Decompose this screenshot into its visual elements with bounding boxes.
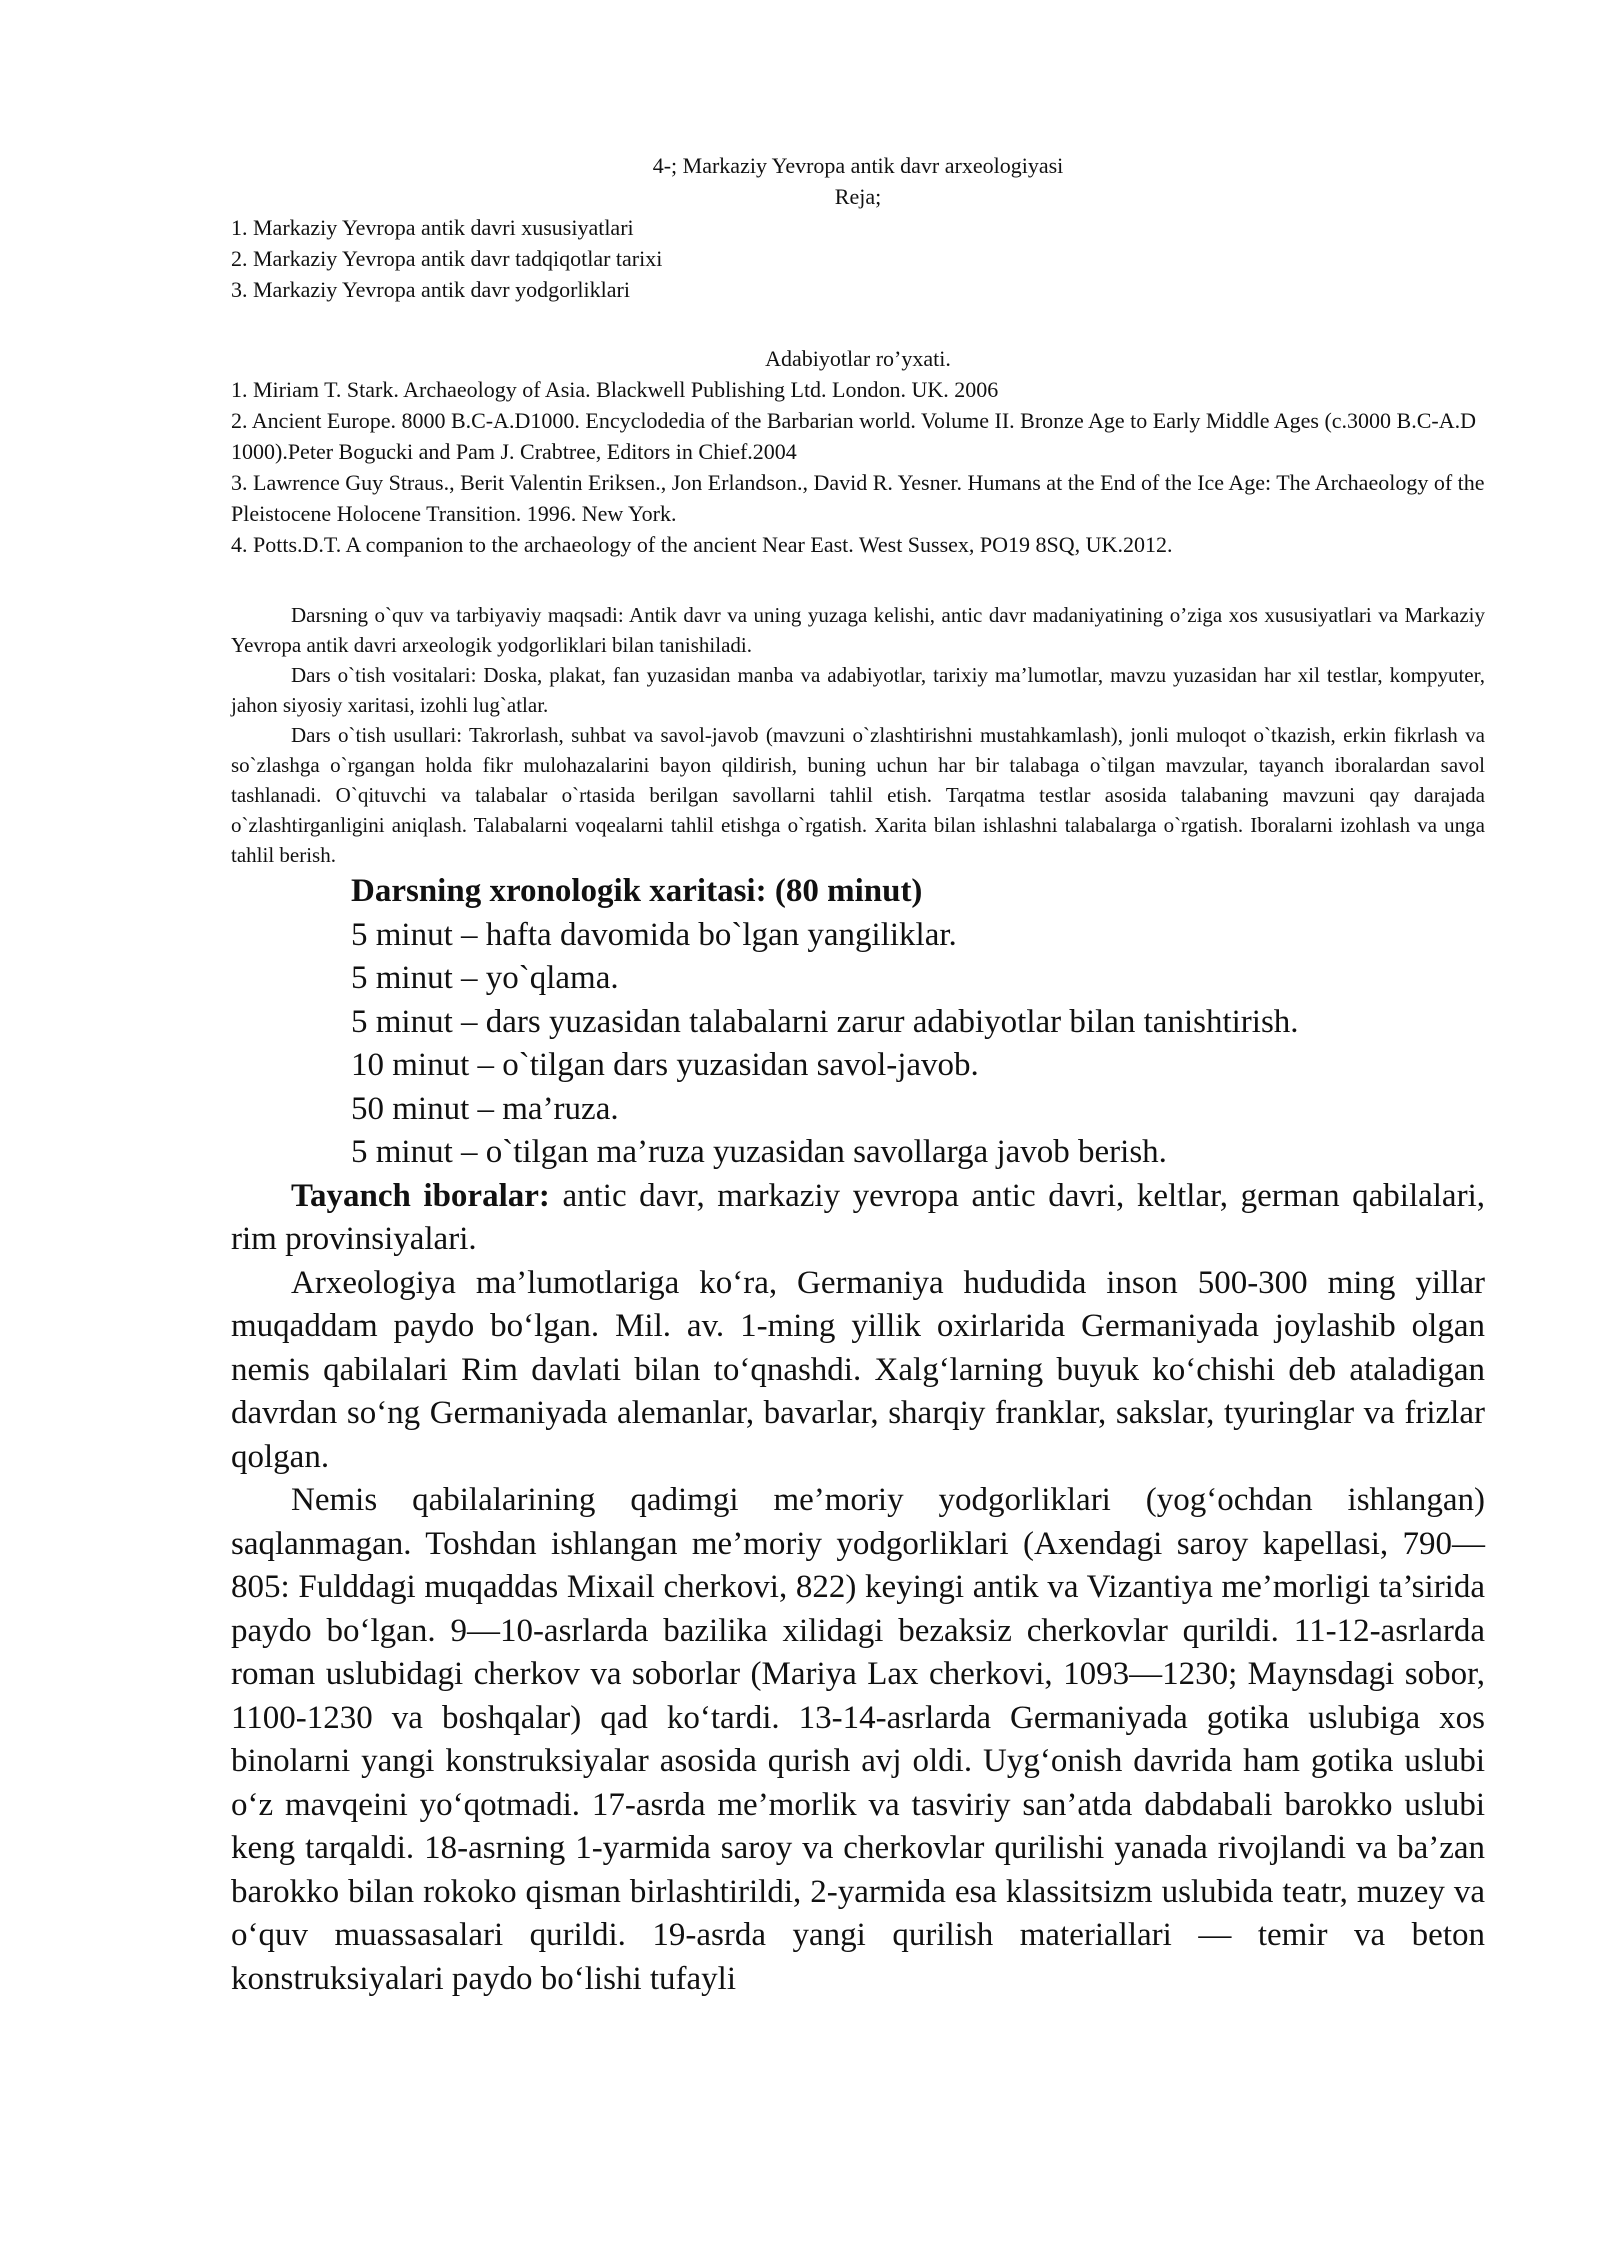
plan-item: 3. Markaziy Yevropa antik davr yodgorliklari bbox=[231, 277, 630, 302]
plan-item: 1. Markaziy Yevropa antik davri xususiyatlari bbox=[231, 215, 634, 240]
reference-item: 4. Potts.D.T. A companion to the archaeology of the ancient Near East. West Sussex, PO19 8SQ, UK.2012. bbox=[231, 532, 1173, 557]
objective-paragraph: Darsning o`quv va tarbiyaviy maqsadi: Antik davr va uning yuzaga kelishi, antic davr madaniyatining o’ziga xos xususiyatlari va Markaziy Yevropa antik davri arxeologik yodgorliklari bilan tanishiladi. bbox=[231, 603, 1485, 657]
chronology-item: 5 minut – hafta davomida bo`lgan yangiliklar. bbox=[351, 916, 957, 953]
reference-item: 3. Lawrence Guy Straus., Berit Valentin Eriksen., Jon Erlandson., David R. Yesner. Humans at the End of the Ice Age: The Archaeology of the Pleistocene Holocene Transition. 1996. New York. bbox=[231, 470, 1485, 526]
document-title: 4-; Markaziy Yevropa antik davr arxeologiyasi bbox=[652, 153, 1064, 178]
reference-item: 2. Ancient Europe. 8000 B.C-A.D1000. Encyclodedia of the Barbarian world. Volume II. Bronze Age to Early Middle Ages (c.3000 B.C-A.D 1000).Peter Bogucki and Pam J. Crabtree, Editors in Chief.2004 bbox=[231, 408, 1476, 464]
plan-list bbox=[231, 212, 1485, 305]
lesson-objectives bbox=[231, 600, 1485, 870]
lesson-body bbox=[231, 870, 1485, 2001]
chronology-item: 5 minut – o`tilgan ma’ruza yuzasidan savollarga javob berish. bbox=[351, 1134, 1167, 1170]
chronology-title: Darsning xronologik xaritasi: (80 minut) bbox=[351, 873, 923, 909]
chronology-item: 5 minut – dars yuzasidan talabalarni zarur adabiyotlar bilan tanishtirish. bbox=[351, 1003, 1299, 1040]
chronology-item: 5 minut – yo`qlama. bbox=[351, 960, 619, 996]
reference-item: 1. Miriam T. Stark. Archaeology of Asia. Blackwell Publishing Ltd. London. UK. 2006 bbox=[231, 377, 999, 402]
page-content bbox=[231, 150, 1485, 2001]
references-list bbox=[231, 374, 1485, 560]
keywords-text: antic davr, markaziy yevropa antic davri, keltlar, german qabilalari, rim provinsiyalari. bbox=[231, 1177, 1485, 1257]
plan-item: 2. Markaziy Yevropa antik davr tadqiqotlar tarixi bbox=[231, 246, 663, 271]
objective-paragraph: Dars o`tish vositalari: Doska, plakat, fan yuzasidan manba va adabiyotlar, tarixiy ma’lumotlar, mavzu yuzasidan har xil testlar, kompyuter, jahon siyosiy xaritasi, izohli lug`atlar. bbox=[231, 663, 1485, 717]
chronology-item: 50 minut – ma’ruza. bbox=[351, 1090, 619, 1127]
body-paragraph: Nemis qabilalarining qadimgi me’moriy yodgorliklari (yog‘ochdan ishlangan) saqlanmagan. Toshdan ishlangan me’moriy yodgorliklari (Axendagi saroy kapellasi, 790—805: Fulddagi muqaddas Mixail cherkovi, 822) keyingi antik va Vizantiya me’morligi ta’sirida paydo bo‘lgan. 9—10-asrlarda bazilika xilidagi bezaksiz cherkovlar qurildi. 11-12-asrlarda roman uslubidagi cherkov va soborlar (Mariya Lax cherkovi, 1093—1230; Maynsdagi sobor, 1100-1230 va boshqalar) qad ko‘tardi. 13-14-asrlarda Germaniyada gotika uslubiga xos binolarni yangi konstruksiyalar asosida qurish avj oldi. Uyg‘onish davrida ham gotika uslubi o‘z mavqeini yo‘qotmadi. 17-asrda me’morlik va tasviriy san’atda dabdabali barokko uslubi keng tarqaldi. 18-asrning 1-yarmida saroy va cherkovlar qurilishi yanada rivojlandi va ba’zan barokko bilan rokoko qisman birlashtirildi, 2-yarmida esa klassitsizm uslubida teatr, muzey va o‘quv muassasalari qurildi. 19-asrda yangi qurilish materiallari — temir va beton konstruksiyalari paydo bo‘lishi tufayli bbox=[231, 1482, 1485, 1997]
keywords-paragraph bbox=[231, 1175, 1485, 1262]
plan-title: Reja; bbox=[834, 184, 882, 209]
chronology-item: 10 minut – o`tilgan dars yuzasidan savol-javob. bbox=[351, 1047, 979, 1083]
references-title: Adabiyotlar ro’yxati. bbox=[765, 346, 951, 371]
keywords-label: Tayanch iboralar: bbox=[291, 1177, 550, 1214]
body-paragraph: Arxeologiya ma’lumotlariga ko‘ra, Germaniya hududida inson 500-300 ming yillar muqaddam paydo bo‘lgan. Mil. av. 1-ming yillik oxirlarida Germaniyada joylashib olgan nemis qabilalari Rim davlati bilan to‘qnashdi. Xalg‘larning buyuk ko‘chishi deb ataladigan davrdan so‘ng Germaniyada alemanlar, bavarlar, sharqiy franklar, sakslar, tyuringlar va frizlar qolgan. bbox=[231, 1264, 1485, 1475]
objective-paragraph: Dars o`tish usullari: Takrorlash, suhbat va savol-javob (mavzuni o`zlashtirishni mustahkamlash), jonli muloqot o`tkazish, erkin fikrlash va so`zlashga o`rgangan holda fikr mulohazalarini bayon qildirish, buning uchun har bir talabaga o`tilgan mavzular, tayanch iboralardan savol tashlanadi. O`qituvchi va talabalar o`rtasida berilgan savollarni tahlil etish. Tarqatma testlar asosida talabaning mavzuni qay darajada o`zlashtirganligini aniqlash. Talabalarni voqealarni tahlil etishga o`rgatish. Xarita bilan ishlashni talabalarga o`rgatish. Iboralarni izohlash va unga tahlil berish. bbox=[231, 723, 1485, 867]
